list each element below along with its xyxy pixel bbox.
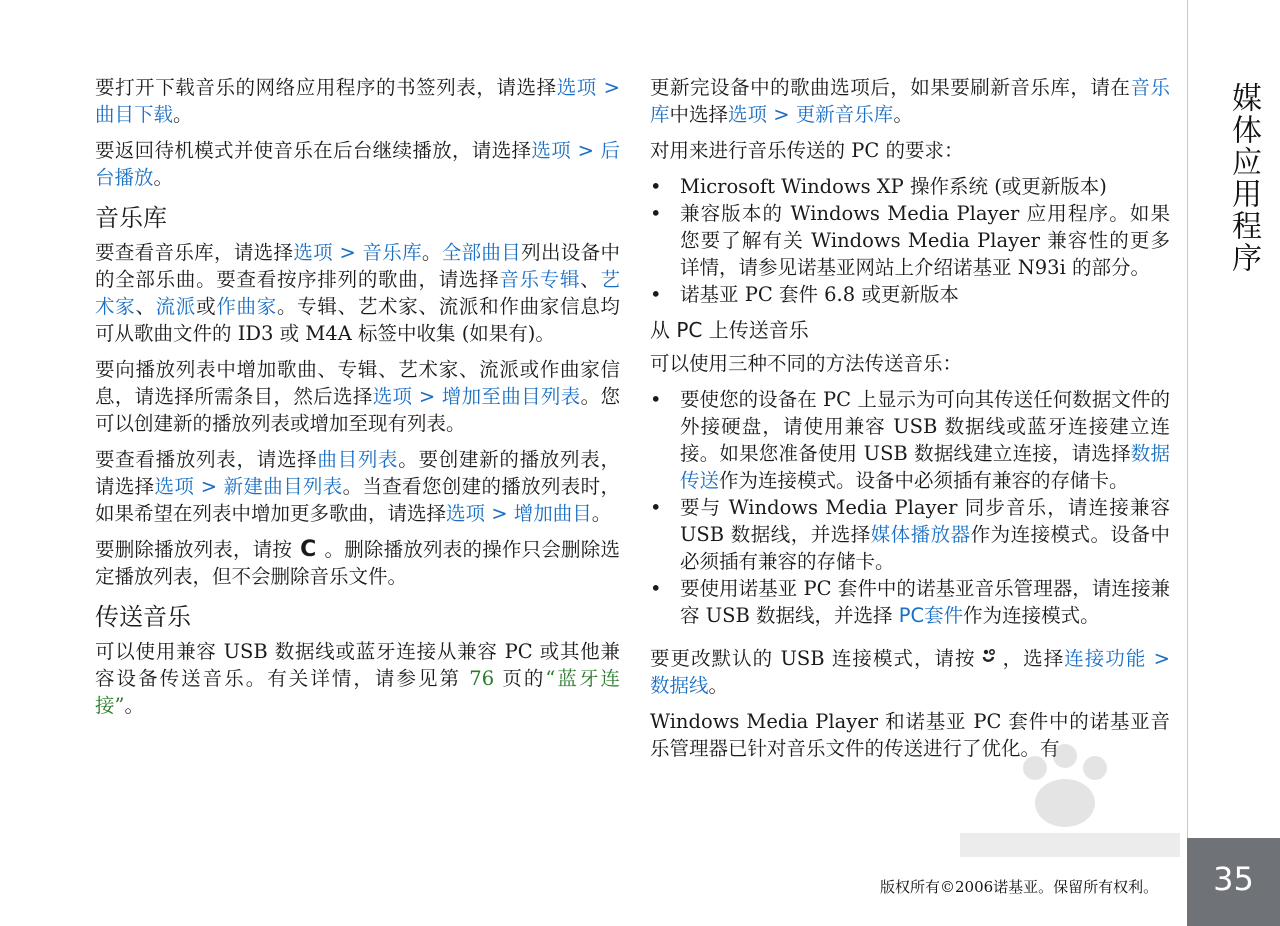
link-artists[interactable]: 艺术家 xyxy=(95,268,620,318)
text: 要打开下载音乐的网络应用程序的书签列表，请选择 xyxy=(95,76,557,99)
link-options[interactable]: 选项 xyxy=(293,241,334,264)
para-transfer-music xyxy=(95,638,620,719)
text: 中选择 xyxy=(669,103,729,126)
link-media-player[interactable]: 媒体播放器 xyxy=(870,523,971,546)
bullet: • xyxy=(650,202,662,225)
text: 列出设备中的全部乐曲。要查看按序排列的歌曲，请选择 xyxy=(95,241,620,291)
methods-list xyxy=(650,386,1170,629)
text: 页的 xyxy=(494,667,546,690)
link-all-tracks[interactable]: 全部曲目 xyxy=(441,241,522,264)
para-view-playlists xyxy=(95,446,620,527)
para-add-to-playlist xyxy=(95,356,620,437)
separator: > xyxy=(596,76,620,99)
link-track-download[interactable]: 曲目下载 xyxy=(95,103,174,126)
text: 要删除播放列表，请按 xyxy=(95,538,293,561)
text: 。专辑、艺术家、流派和作曲家信息均可从歌曲文件的 ID3 或 M4A 标签中收集 (如果有)。 xyxy=(95,295,620,345)
link-composers[interactable]: 作曲家 xyxy=(216,295,277,318)
separator: > xyxy=(194,475,224,498)
ref-bluetooth-connection[interactable]: “蓝牙连接” xyxy=(95,667,620,717)
list-item xyxy=(650,386,1170,494)
right-column xyxy=(650,74,1170,771)
para-change-usb-mode xyxy=(650,645,1170,699)
text: 或 xyxy=(196,295,217,318)
text: 。要创建新的播放列表，请选择 xyxy=(95,448,620,498)
text: 要返回待机模式并使音乐在后台继续播放，请选择 xyxy=(95,139,532,162)
separator: > xyxy=(571,139,601,162)
link-options[interactable]: 选项 xyxy=(446,502,486,525)
text: 兼容版本的 Windows Media Player 应用程序。如果您要了解有关 Windows Media Player 兼容性的更多详情，请参见诺基亚网站上介绍诺基亚 N93i 的部分。 xyxy=(680,202,1170,279)
para-background-play xyxy=(95,137,620,191)
requirements-list xyxy=(650,173,1170,308)
link-genres[interactable]: 流派 xyxy=(155,295,197,318)
para-refresh-library xyxy=(650,74,1170,128)
link-albums[interactable]: 音乐专辑 xyxy=(499,268,581,291)
list-item xyxy=(650,173,1170,200)
clear-key-icon: C xyxy=(300,537,317,562)
separator: > xyxy=(412,385,442,408)
page-reference[interactable]: 76 xyxy=(469,667,495,690)
link-music-library[interactable]: 音乐库 xyxy=(362,241,422,264)
text: 。您可以创建新的播放列表或增加至现有列表。 xyxy=(95,385,620,435)
text: 要使您的设备在 PC 上显示为可向其传送任何数据文件的外接硬盘，请使用兼容 USB 数据线或蓝牙连接建立连接。如果您准备使用 USB 数据线建立连接，请选择 xyxy=(680,388,1170,465)
link-new-track-list[interactable]: 新建曲目列表 xyxy=(223,475,343,498)
text: 可以使用兼容 USB 数据线或蓝牙连接从兼容 PC 或其他兼容设备传送音乐。有关详情，请参见第 xyxy=(95,640,620,690)
list-item xyxy=(650,200,1170,281)
para-optimization: Windows Media Player 和诺基亚 PC 套件中的诺基亚音乐管理器已针对音乐文件的传送进行了优化。有 xyxy=(650,710,1170,760)
para-download-bookmarks xyxy=(95,74,620,128)
link-add-tracks[interactable]: 增加曲目 xyxy=(513,502,592,525)
link-background-play[interactable]: 后台播放 xyxy=(95,139,620,189)
page-number: 35 xyxy=(1213,860,1254,898)
text: 要向播放列表中增加歌曲、专辑、艺术家、流派或作曲家信息，请选择所需条目，然后选择 xyxy=(95,358,620,408)
text: Microsoft Windows XP 操作系统 (或更新版本) xyxy=(680,175,1107,198)
text: 。 xyxy=(421,241,442,264)
text: 要与 Windows Media Player 同步音乐，请连接兼容 USB 数据线，并选择 xyxy=(680,496,1170,546)
link-options[interactable]: 选项 xyxy=(531,139,572,162)
separator: > xyxy=(1146,647,1170,670)
text: 要查看音乐库，请选择 xyxy=(95,241,294,264)
link-data-cable[interactable]: 数据线 xyxy=(650,674,709,697)
link-pc-suite[interactable]: PC套件 xyxy=(898,604,964,627)
separator: > xyxy=(767,103,796,126)
text: 、 xyxy=(135,295,156,318)
para-delete-playlist xyxy=(95,536,620,590)
text: 要查看播放列表，请选择 xyxy=(95,448,318,471)
link-track-lists[interactable]: 曲目列表 xyxy=(317,448,399,471)
heading-transfer-music: 传送音乐 xyxy=(95,603,191,631)
bullet: • xyxy=(650,283,662,306)
text: 作为连接模式。设备中必须插有兼容的存储卡。 xyxy=(680,523,1170,573)
text: 作为连接模式。 xyxy=(963,604,1100,627)
bullet: • xyxy=(650,175,662,198)
text: 。删除播放列表的操作只会删除选定播放列表，但不会删除音乐文件。 xyxy=(95,538,620,588)
bullet: • xyxy=(650,577,662,600)
para-three-methods: 可以使用三种不同的方法传送音乐： xyxy=(650,352,963,375)
link-update-library[interactable]: 更新音乐库 xyxy=(795,103,894,126)
link-add-to-track-list[interactable]: 增加至曲目列表 xyxy=(441,385,581,408)
text: 要使用诺基亚 PC 套件中的诺基亚音乐管理器，请连接兼容 USB 数据线，并选择 xyxy=(680,577,1170,627)
para-view-library xyxy=(95,239,620,347)
text: 。 xyxy=(173,103,193,126)
text: 更新完设备中的歌曲选项后，如果要刷新音乐库，请在 xyxy=(650,76,1131,99)
heading-music-library: 音乐库 xyxy=(95,204,167,232)
text: 。 xyxy=(893,103,913,126)
text: 。当查看您创建的播放列表时，如果希望在列表中增加更多歌曲，请选择 xyxy=(95,475,620,525)
copyright-notice: 版权所有©2006诺基亚。保留所有权利。 xyxy=(880,878,1159,896)
menu-key-icon xyxy=(976,645,1002,672)
text: 、 xyxy=(580,268,601,291)
list-item xyxy=(650,575,1170,629)
separator: > xyxy=(485,502,514,525)
bullet: • xyxy=(650,496,662,519)
link-data-transfer[interactable]: 数据传送 xyxy=(680,442,1170,492)
list-item xyxy=(650,494,1170,575)
text: 。 xyxy=(708,674,729,697)
list-item xyxy=(650,281,1170,308)
section-title-vertical: 媒体应用程序 xyxy=(1226,82,1261,274)
left-column xyxy=(95,74,620,728)
heading-transfer-from-pc: 从 PC 上传送音乐 xyxy=(650,318,809,342)
text: 作为连接模式。设备中必须插有兼容的存储卡。 xyxy=(719,469,1129,492)
link-options[interactable]: 选项 xyxy=(372,385,413,408)
text: 。 xyxy=(124,694,144,717)
link-music-library[interactable]: 音乐库 xyxy=(650,76,1170,126)
link-options[interactable]: 选项 xyxy=(556,76,597,99)
link-connectivity[interactable]: 连接功能 xyxy=(1064,647,1147,670)
separator: > xyxy=(333,241,363,264)
text: 要更改默认的 USB 连接模式，请按 xyxy=(650,647,976,670)
link-options[interactable]: 选项 xyxy=(728,103,768,126)
para-pc-requirements: 对用来进行音乐传送的 PC 的要求： xyxy=(650,139,964,162)
text: 诺基亚 PC 套件 6.8 或更新版本 xyxy=(680,283,959,306)
text: 。 xyxy=(153,166,174,189)
link-options[interactable]: 选项 xyxy=(154,475,195,498)
text: 。 xyxy=(591,502,612,525)
bullet: • xyxy=(650,388,662,411)
text: ，选择 xyxy=(1001,647,1065,670)
